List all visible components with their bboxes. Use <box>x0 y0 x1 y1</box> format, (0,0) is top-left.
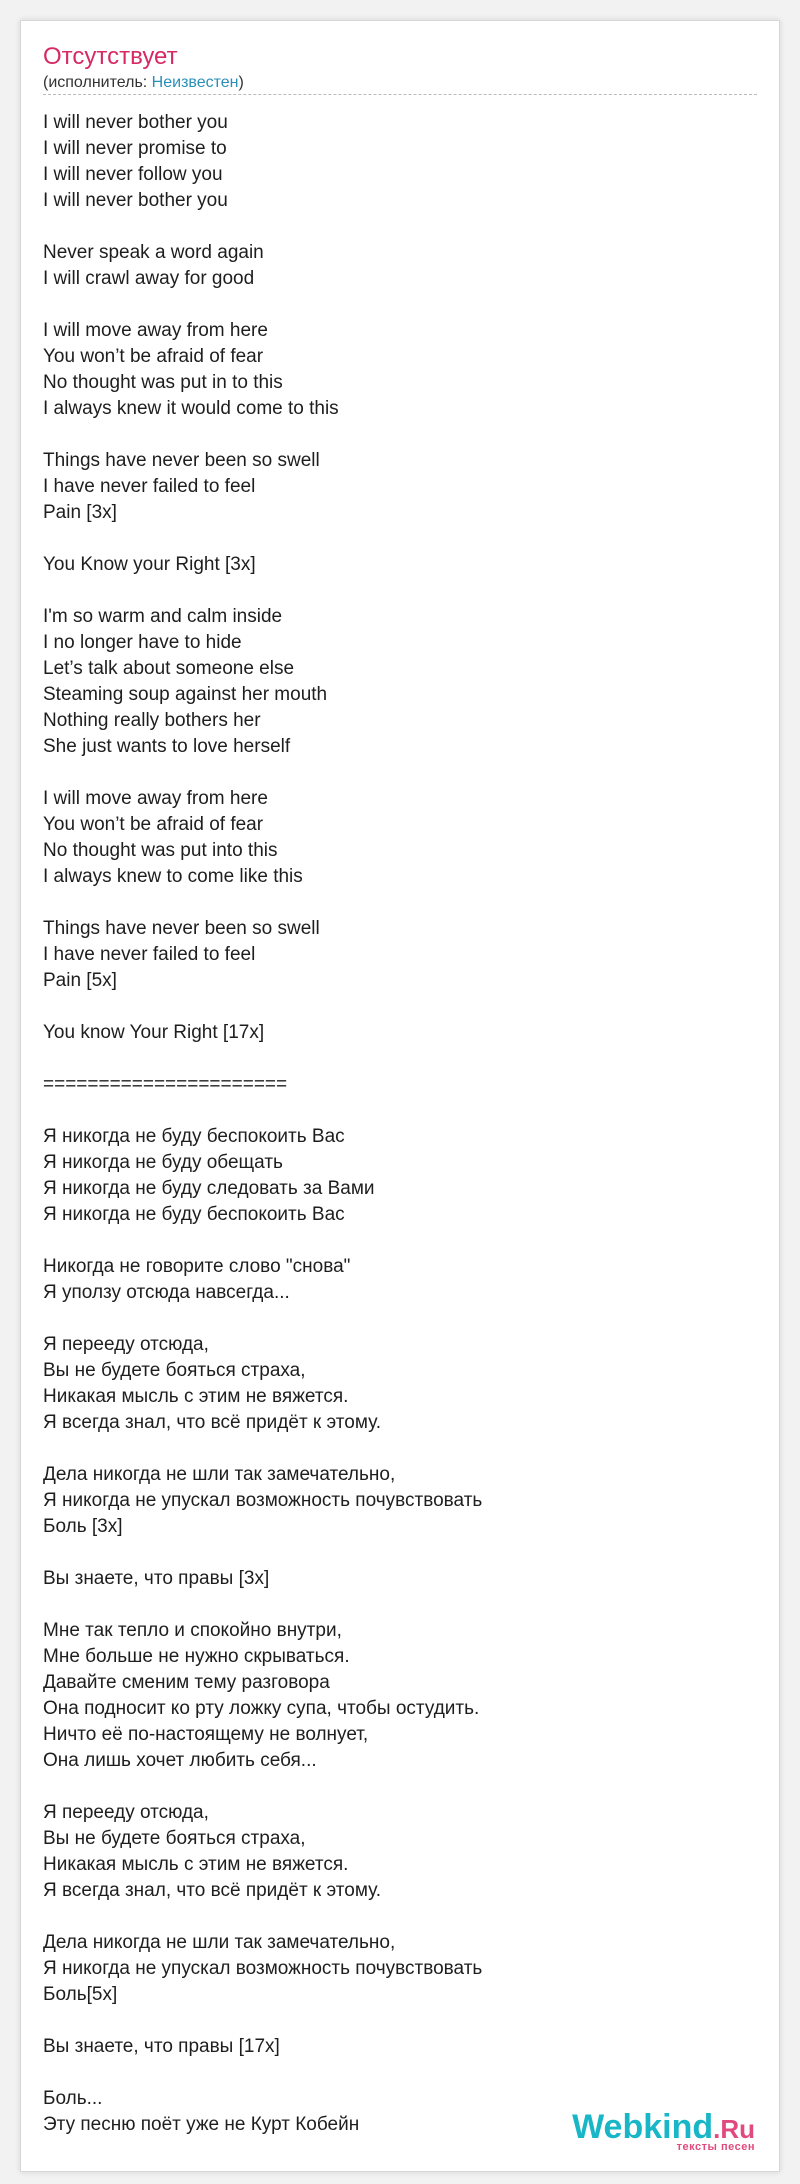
lyric-line <box>43 2008 757 2034</box>
lyric-line: Я никогда не буду обещать <box>43 1152 283 1173</box>
lyric-line: I will never promise to <box>43 138 227 159</box>
lyric-line: Я уползу отсюда навсегда... <box>43 1282 290 1303</box>
lyric-line: Боль [3x] <box>43 1516 123 1537</box>
lyric-line: No thought was put in to this <box>43 372 283 393</box>
lyric-line: Вы не будете бояться страха, <box>43 1828 306 1849</box>
lyric-line: Things have never been so swell <box>43 918 320 939</box>
lyric-line: Эту песню поёт уже не Курт Кобейн <box>43 2114 360 2135</box>
lyric-line: I will never follow you <box>43 164 223 185</box>
lyric-line <box>43 422 757 448</box>
lyric-line: I always knew to come like this <box>43 866 303 887</box>
lyric-line: Я всегда знал, что всё придёт к этому. <box>43 1412 382 1433</box>
lyric-line: ====================== <box>43 1074 288 1095</box>
artist-link[interactable]: Неизвестен <box>151 74 239 91</box>
logo-tld: .Ru <box>713 2114 755 2144</box>
lyric-line: You Know your Right [3x] <box>43 554 256 575</box>
lyric-line: Боль[5x] <box>43 1984 118 2005</box>
lyric-line: Я никогда не буду беспокоить Вас <box>43 1204 345 1225</box>
lyric-line: I will never bother you <box>43 190 228 211</box>
artist-prefix: (исполнитель: <box>43 74 152 91</box>
site-logo[interactable] <box>572 2110 755 2153</box>
lyric-line: Never speak a word again <box>43 242 264 263</box>
lyric-line: I no longer have to hide <box>43 632 242 653</box>
lyric-line: Мне больше не нужно скрываться. <box>43 1646 350 1667</box>
lyric-line: Pain [3x] <box>43 502 117 523</box>
lyric-line <box>43 1436 757 1462</box>
lyric-line: I will never bother you <box>43 112 228 133</box>
lyric-line: Она подносит ко рту ложку супа, чтобы остудить. <box>43 1698 480 1719</box>
artist-line <box>43 73 244 94</box>
lyric-line <box>43 1774 757 1800</box>
logo-name: Webkind <box>572 2108 714 2146</box>
lyric-line: Я перееду отсюда, <box>43 1334 209 1355</box>
lyric-line: You won’t be afraid of fear <box>43 346 264 367</box>
lyric-line: I have never failed to feel <box>43 476 256 497</box>
lyric-line: I will move away from here <box>43 320 268 341</box>
lyric-line: Я перееду отсюда, <box>43 1802 209 1823</box>
artist-suffix: ) <box>238 74 244 91</box>
lyric-line <box>43 1098 757 1124</box>
song-title: Отсутствует <box>43 43 178 70</box>
lyric-line: Вы не будете бояться страха, <box>43 1360 306 1381</box>
lyric-line: Давайте сменим тему разговора <box>43 1672 330 1693</box>
logo-tagline: тексты песен <box>676 2141 755 2153</box>
lyric-line: She just wants to love herself <box>43 736 291 757</box>
lyric-line <box>43 526 757 552</box>
lyric-line: Я никогда не упускал возможность почувствовать <box>43 1958 483 1979</box>
lyric-line: I have never failed to feel <box>43 944 256 965</box>
lyric-line: I'm so warm and calm inside <box>43 606 283 627</box>
lyric-line: Ничто её по-настоящему не волнует, <box>43 1724 369 1745</box>
lyric-line: Боль... <box>43 2088 103 2109</box>
lyric-line <box>43 292 757 318</box>
lyric-line: You know Your Right [17x] <box>43 1022 265 1043</box>
lyric-line: Pain [5x] <box>43 970 117 991</box>
lyric-line: I will crawl away for good <box>43 268 255 289</box>
lyric-line: Nothing really bothers her <box>43 710 261 731</box>
lyric-line: Я никогда не упускал возможность почувствовать <box>43 1490 483 1511</box>
lyric-line <box>43 214 757 240</box>
lyric-line: I always knew it would come to this <box>43 398 339 419</box>
lyric-line: Никакая мысль с этим не вяжется. <box>43 1386 349 1407</box>
lyric-line: I will move away from here <box>43 788 268 809</box>
lyric-line: Let’s talk about someone else <box>43 658 295 679</box>
lyric-line: Я никогда не буду беспокоить Вас <box>43 1126 345 1147</box>
lyric-line <box>43 1592 757 1618</box>
lyric-line: No thought was put into this <box>43 840 278 861</box>
lyric-line <box>43 994 757 1020</box>
lyric-line: Вы знаете, что правы [17x] <box>43 2036 280 2057</box>
lyric-line <box>43 760 757 786</box>
lyric-line: Я всегда знал, что всё придёт к этому. <box>43 1880 382 1901</box>
lyric-line <box>43 1306 757 1332</box>
lyrics-text <box>43 110 757 2138</box>
lyric-line: Она лишь хочет любить себя... <box>43 1750 317 1771</box>
lyric-line <box>43 1228 757 1254</box>
lyric-line <box>43 1046 757 1072</box>
lyric-line: Я никогда не буду следовать за Вами <box>43 1178 375 1199</box>
lyric-line: You won’t be afraid of fear <box>43 814 264 835</box>
lyric-line <box>43 1540 757 1566</box>
lyric-line <box>43 2060 757 2086</box>
lyric-line: Steaming soup against her mouth <box>43 684 328 705</box>
lyric-line: Никакая мысль с этим не вяжется. <box>43 1854 349 1875</box>
lyrics-card <box>20 20 780 2172</box>
lyric-line <box>43 890 757 916</box>
lyric-line <box>43 578 757 604</box>
lyric-line: Вы знаете, что правы [3x] <box>43 1568 270 1589</box>
lyric-line: Дела никогда не шли так замечательно, <box>43 1932 396 1953</box>
lyric-line: Никогда не говорите слово "снова" <box>43 1256 351 1277</box>
lyric-line: Дела никогда не шли так замечательно, <box>43 1464 396 1485</box>
divider <box>43 94 757 95</box>
lyric-line <box>43 1904 757 1930</box>
lyric-line: Things have never been so swell <box>43 450 320 471</box>
lyric-line: Мне так тепло и спокойно внутри, <box>43 1620 342 1641</box>
